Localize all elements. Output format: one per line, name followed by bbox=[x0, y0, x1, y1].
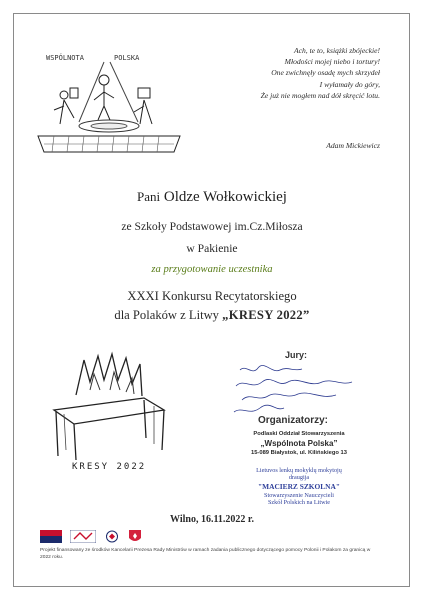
organizer-2-name: "MACIERZ SZKOLNA" bbox=[258, 482, 340, 491]
macierz-szkolna-logo-icon bbox=[104, 530, 120, 543]
recipient-prefix: Pani bbox=[137, 189, 161, 204]
funding-note: Projekt finansowany ze środków Kancelarii Prezesa Rady Ministrów w ramach zadania publicznego dotyczącego pomocy Polonii i Polakom za granicą w 2022 roku. bbox=[40, 548, 371, 560]
organizer-1-line-1: Podlaski Oddział Stowarzyszenia bbox=[253, 431, 345, 437]
award-reason: za przygotowanie uczestnika bbox=[151, 264, 273, 275]
wspolnota-polska-logo-icon bbox=[70, 530, 96, 543]
polish-eagle-emblem-icon bbox=[128, 530, 142, 543]
kprm-logo-icon bbox=[40, 530, 62, 543]
poem-line: Że już nie mogłem nad dół skręcić lotu. bbox=[260, 90, 380, 100]
organizer-2-line-5: Szkół Polskich na Litwie bbox=[267, 499, 331, 506]
jury-label: Jury: bbox=[285, 350, 308, 360]
poem-line: One zwichnęły osadę mych skrzydeł bbox=[271, 68, 380, 78]
organizer-2-line-1: Lietuvos lenkų mokyklų mokytojų bbox=[256, 467, 342, 474]
poem-line: I wyłamały do góry, bbox=[319, 79, 380, 89]
recipient bbox=[0, 189, 424, 206]
sponsor-logos bbox=[40, 530, 155, 544]
jury-signatures bbox=[232, 362, 382, 417]
poem-line: Ach, te to, książki zbójeckie! bbox=[293, 46, 380, 55]
poem-quote bbox=[180, 45, 380, 101]
contest-name: „KRESY 2022” bbox=[222, 308, 310, 322]
contest-line-2 bbox=[0, 308, 424, 323]
contest-line-1: XXXI Konkursu Recytatorskiego bbox=[127, 289, 297, 303]
town-name: w Pakienie bbox=[186, 242, 238, 255]
organizer-2-line-2: draugija bbox=[288, 474, 310, 481]
organizer-2-line-4: Stowarzyszenie Nauczycieli bbox=[264, 492, 334, 499]
stage-recitation-drawing bbox=[34, 40, 184, 160]
school-name: ze Szkoły Podstawowej im.Cz.Miłosza bbox=[121, 220, 303, 233]
poem-line: Młodości mojej niebo i tortury! bbox=[284, 57, 380, 67]
organizer-1-name: „Wspólnota Polska” bbox=[260, 439, 338, 448]
organizers-label: Organizatorzy: bbox=[258, 415, 329, 426]
drawing-signature: KRESY 2022 bbox=[72, 462, 147, 472]
organizer-1-address: 15-089 Białystok, ul. Kilińskiego 13 bbox=[250, 450, 347, 456]
recipient-name: Oldze Wołkowickiej bbox=[163, 189, 287, 205]
drawing-caption-left: WSPÓLNOTA bbox=[46, 54, 84, 62]
drawing-caption-right: POLSKA bbox=[114, 54, 140, 62]
poem-author: Adam Mickiewicz bbox=[326, 141, 380, 150]
burning-table-drawing bbox=[34, 350, 184, 475]
contest-line-2-prefix: dla Polaków z Litwy bbox=[114, 308, 219, 322]
place-and-date: Wilno, 16.11.2022 r. bbox=[170, 514, 254, 525]
